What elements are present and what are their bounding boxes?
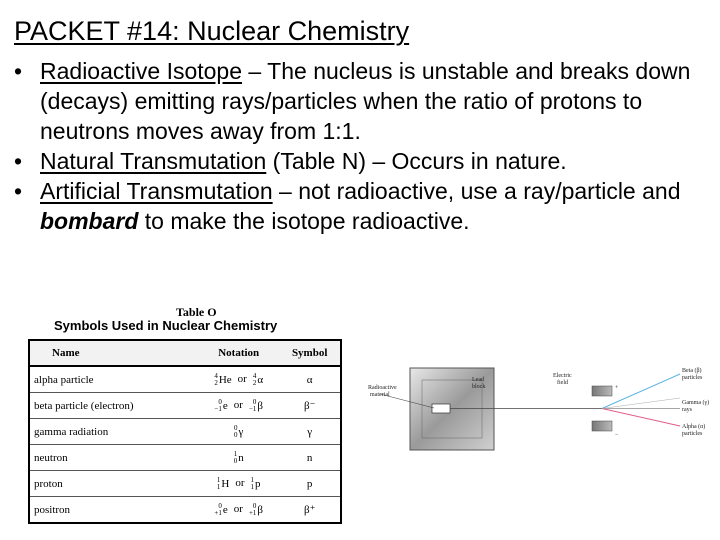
mass-number: 1 <box>233 449 238 458</box>
notation-primary <box>214 503 227 517</box>
notation-alternate <box>251 477 261 491</box>
definition-text: to make the isotope radioactive. <box>138 208 470 234</box>
label-electric-field-2: field <box>557 380 568 386</box>
notation-symbol: β <box>257 399 263 412</box>
or-text: or <box>233 399 243 412</box>
row-notation <box>198 471 279 497</box>
atomic-number: 0 <box>234 430 238 439</box>
row-notation <box>198 445 279 471</box>
table-row <box>29 393 341 419</box>
term-natural-transmutation: Natural Transmutation <box>40 148 267 174</box>
label-beta-1: Beta (β) <box>682 368 702 374</box>
bullet-artificial-transmutation <box>0 176 720 236</box>
row-notation <box>198 393 279 419</box>
mass-number: 4 <box>252 371 257 380</box>
minus-sign: − <box>615 432 619 438</box>
mass-number: 4 <box>214 371 218 380</box>
column-header-symbol: Symbol <box>279 340 341 366</box>
atomic-number: −1 <box>248 404 257 413</box>
label-gamma-2: rays <box>682 407 692 413</box>
notation-symbol: e <box>222 399 228 412</box>
atomic-number: 2 <box>214 378 218 387</box>
atomic-number: 1 <box>216 482 221 491</box>
notation-primary <box>234 451 244 465</box>
or-text: or <box>233 503 243 516</box>
positive-plate <box>592 386 612 396</box>
atomic-number: 2 <box>252 378 257 387</box>
row-symbol: β⁻ <box>279 393 341 419</box>
definition-text: – not radioactive, use a ray/particle and <box>272 178 681 204</box>
column-header-name: Name <box>29 340 198 366</box>
bullet-dot: • <box>14 58 23 84</box>
negative-plate <box>592 421 612 431</box>
table-caption: Table O <box>176 305 217 319</box>
row-name: alpha particle <box>29 366 198 393</box>
mass-number: 1 <box>216 475 221 484</box>
row-name: neutron <box>29 445 198 471</box>
row-name: beta particle (electron) <box>29 393 198 419</box>
notation-symbol: n <box>238 451 244 464</box>
mass-number: 0 <box>218 397 222 406</box>
row-notation <box>198 497 279 524</box>
row-name: gamma radiation <box>29 419 198 445</box>
atomic-number: 1 <box>250 482 255 491</box>
column-header-notation: Notation <box>198 340 279 366</box>
mass-number: 0 <box>234 423 238 432</box>
notation-symbol: He <box>218 373 232 386</box>
notation-symbol: β <box>257 503 263 516</box>
row-notation <box>198 419 279 445</box>
row-name: positron <box>29 497 198 524</box>
mass-number: 0 <box>218 501 222 510</box>
row-symbol: n <box>279 445 341 471</box>
label-electric-field-1: Electric <box>553 373 572 379</box>
page-title: PACKET #14: Nuclear Chemistry <box>14 16 410 46</box>
term-artificial-transmutation: Artificial Transmutation <box>40 178 273 204</box>
or-text: or <box>235 477 245 490</box>
row-symbol: β⁺ <box>279 497 341 524</box>
term-radioactive-isotope: Radioactive Isotope <box>40 58 243 84</box>
bullet-dot: • <box>14 178 23 204</box>
label-alpha-2: particles <box>682 431 703 437</box>
table-row <box>29 471 341 497</box>
label-lead-block-2: block <box>472 384 486 390</box>
row-symbol: γ <box>279 419 341 445</box>
radioactive-sample <box>432 404 450 413</box>
table-header-row <box>29 340 341 366</box>
notation-alternate <box>249 399 263 413</box>
label-alpha-1: Alpha (α) <box>682 424 706 430</box>
table-title: Symbols Used in Nuclear Chemistry <box>54 318 278 333</box>
row-symbol: α <box>279 366 341 393</box>
row-name: proton <box>29 471 198 497</box>
notation-primary <box>214 399 227 413</box>
notation-primary <box>217 477 229 491</box>
notation-primary <box>214 373 231 387</box>
notation-symbol: γ <box>238 425 244 438</box>
nuclear-symbols-table <box>28 339 342 524</box>
alpha-ray <box>602 409 680 427</box>
bullet-radioactive-isotope <box>0 56 720 146</box>
table-o-figure <box>28 305 346 517</box>
definition-text: – The nucleus is unstable and breaks down (decays) emitting rays/particles when the ratio of protons to neutrons moves away from 1:1. <box>40 58 691 144</box>
label-gamma-1: Gamma (γ) <box>682 400 710 406</box>
row-symbol: p <box>279 471 341 497</box>
bullet-list <box>0 56 720 236</box>
atomic-number: +1 <box>214 508 222 517</box>
atomic-number: 0 <box>233 456 238 465</box>
mass-number: 1 <box>250 475 255 484</box>
atomic-number: −1 <box>214 404 222 413</box>
emphasis-bombard: bombard <box>40 208 139 234</box>
notation-symbol: H <box>221 477 230 490</box>
atomic-number: +1 <box>248 508 257 517</box>
notation-primary <box>234 425 243 439</box>
label-radioactive-material-1: Radioactive <box>368 385 397 391</box>
row-notation <box>198 366 279 393</box>
notation-alternate <box>253 373 263 387</box>
notation-symbol: p <box>255 477 261 490</box>
label-beta-2: particles <box>682 375 703 381</box>
bullet-natural-transmutation <box>0 146 720 176</box>
notation-symbol: e <box>222 503 228 516</box>
bullet-dot: • <box>14 148 23 174</box>
definition-text: (Table N) – Occurs in nature. <box>266 148 567 174</box>
table-row <box>29 366 341 393</box>
label-lead-block-1: Lead <box>472 377 484 383</box>
radiation-deflection-diagram <box>352 362 720 454</box>
mass-number: 0 <box>252 501 257 510</box>
notation-alternate <box>249 503 263 517</box>
notation-symbol: α <box>257 373 264 386</box>
table-row <box>29 419 341 445</box>
plus-sign: + <box>615 385 619 391</box>
table-row <box>29 497 341 524</box>
mass-number: 0 <box>252 397 257 406</box>
or-text: or <box>237 373 247 386</box>
table-row <box>29 445 341 471</box>
label-radioactive-material-2: material <box>370 392 390 398</box>
